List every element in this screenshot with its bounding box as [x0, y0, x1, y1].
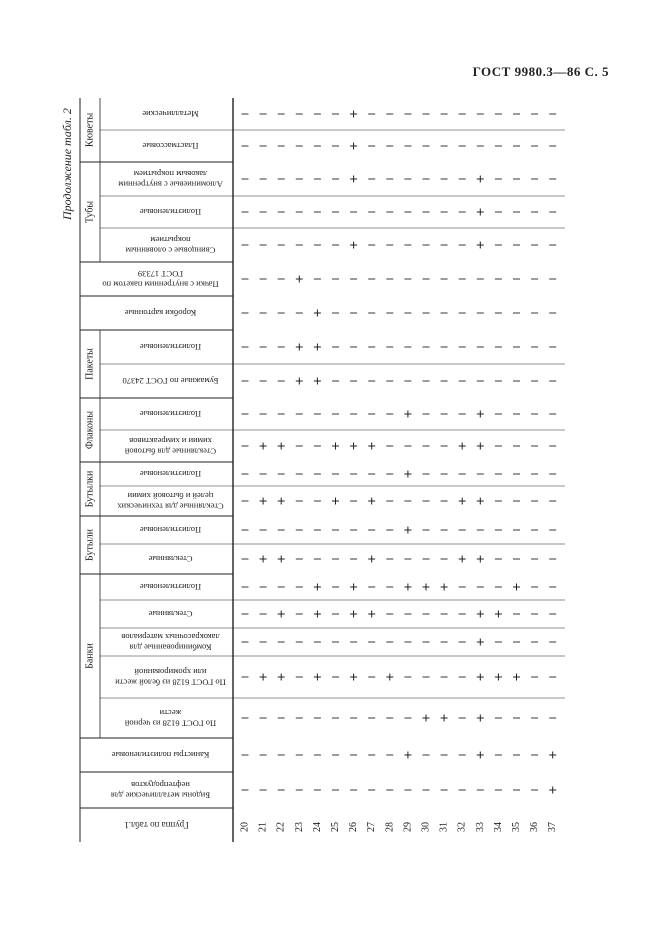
row-label: Стеклянные для технических [117, 501, 224, 512]
row-label: Алюминиевые с внутренним [118, 179, 223, 190]
group-number: 27 [366, 822, 378, 832]
row-label: лакокрасочных материалов [121, 631, 220, 642]
row-label: химии и химреактивов [129, 435, 212, 446]
group-number: 30 [420, 822, 432, 832]
group-number: 20 [239, 822, 251, 832]
group-number: 28 [384, 822, 396, 832]
row-label: Коробки картонные [124, 308, 197, 318]
corner-label: Группа по табл.1 [124, 820, 189, 830]
row-label: По ГОСТ 6128 из черной [124, 718, 217, 729]
row-label: Комбинированные для [129, 642, 212, 653]
row-label: Стеклянные для бытовой [124, 446, 217, 457]
row-label: Металлические [142, 109, 199, 119]
row-label: Полиэтиленовые [139, 525, 202, 535]
group-number: 29 [402, 822, 414, 832]
row-label: Бумажные по ГОСТ 24370 [122, 376, 219, 386]
table-caption: Продолжение табл. 2 [60, 108, 74, 220]
row-label: Полиэтиленовые [139, 469, 202, 479]
group-number: 25 [330, 822, 341, 832]
group-number: 34 [492, 822, 504, 832]
row-label: Стеклянные [148, 609, 193, 619]
row-label: Свинцовые с оловянным [125, 245, 216, 256]
row-label: лаковым покрытием [133, 168, 208, 179]
category-label: Пакеты [84, 348, 96, 380]
group-number: 37 [547, 822, 559, 832]
row-label: покрытием [150, 234, 191, 245]
row-label: или хромированной [134, 666, 207, 677]
row-label: нефтепродуктов [131, 779, 190, 790]
category-label: Флаконы [84, 410, 96, 450]
group-number: 24 [311, 822, 323, 832]
row-label: Бидоны металлические для [110, 790, 211, 801]
row-label: Пачки с внутренним пакетом по [102, 279, 219, 290]
group-number: 31 [438, 822, 450, 832]
category-label: Тубы [84, 200, 96, 224]
row-label: целей и бытовой химии [127, 490, 214, 501]
category-label: Бутыли [84, 529, 96, 561]
row-label: По ГОСТ 6128 из белой жести [115, 677, 226, 688]
group-number: 23 [293, 822, 305, 832]
group-number: 35 [511, 822, 522, 832]
row-label: Полиэтиленовые [139, 409, 202, 419]
category-label: Бутылки [84, 470, 96, 508]
row-label: жести [159, 707, 182, 718]
group-number: 33 [474, 822, 486, 832]
row-label: Пластмассовые [142, 141, 199, 151]
row-label: Стеклянные [148, 554, 193, 564]
group-number: 32 [456, 822, 468, 832]
row-label: Полиэтиленовые [139, 342, 202, 352]
group-number: 22 [275, 822, 287, 832]
row-label: ГОСТ 17339 [137, 268, 184, 279]
row-label: Полиэтиленовые [139, 582, 202, 592]
group-number: 26 [348, 822, 360, 832]
group-number: 21 [257, 822, 269, 832]
row-label: Полиэтиленовые [139, 207, 202, 217]
group-number: 36 [529, 822, 541, 832]
page-header: ГОСТ 9980.3—86 С. 5 [472, 64, 609, 79]
category-label: Банки [84, 643, 96, 669]
row-label: Канистры полиэтиленовые [111, 750, 210, 760]
category-label: Кюветы [84, 112, 96, 148]
